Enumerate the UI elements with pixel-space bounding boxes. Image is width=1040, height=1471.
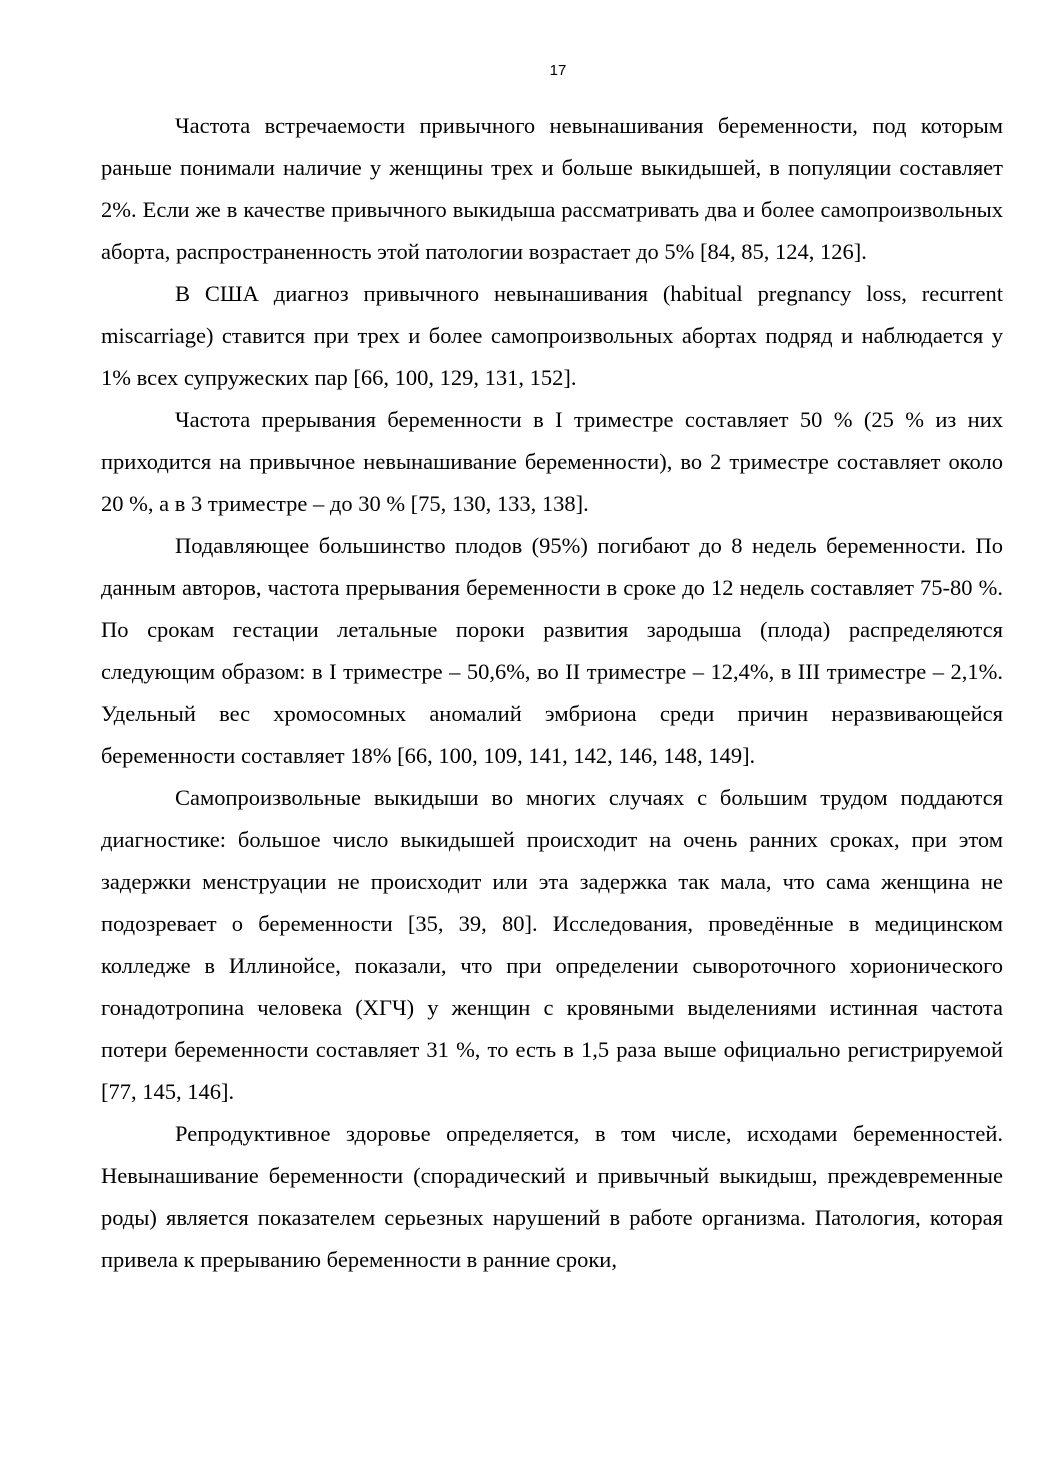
paragraph-reproductive-health: Репродуктивное здоровье определяется, в том числе, исходами беременностей. Невынашивание беременности (спорадический и привычный выкидыш, преждевременные роды) является показателем серьезных нарушений в работе организма. Патология, которая привела к прерыванию беременности в ранние сроки, — [101, 1121, 1003, 1272]
paragraph-usa-diagnosis: В США диагноз привычного невынашивания (habitual pregnancy loss, recurrent miscarriage) ставится при трех и более самопроизвольных абортах подряд и наблюдается у 1% всех супружеских пар [66, 100, 129, 131, 152]. — [101, 281, 1003, 390]
page-number: 17 — [549, 62, 567, 79]
paragraph-trimester-rates: Частота прерывания беременности в I триместре составляет 50 % (25 % из них приходится на привычное невынашивание беременности), во 2 триместре составляет около 20 %, а в 3 триместре – до 30 % [75, 130, 133, 138]. — [101, 407, 1003, 516]
paragraph-habitual-miscarriage-frequency: Частота встречаемости привычного невынашивания беременности, под которым раньше понимали наличие у женщины трех и больше выкидышей, в популяции составляет 2%. Если же в качестве привычного выкидыша рассматривать два и более самопроизвольных аборта, распространенность этой патологии возрастает до 5% [84, 85, 124, 126]. — [101, 113, 1003, 264]
paragraph-fetal-loss-timing: Подавляющее большинство плодов (95%) погибают до 8 недель беременности. По данным авторов, частота прерывания беременности в сроке до 12 недель составляет 75-80 %. По срокам гестации летальные пороки развития зародыша (плода) распределяются следующим образом: в I триместре – 50,6%, во II триместре – 12,4%, в III триместре – 2,1%. Удельный вес хромосомных аномалий эмбриона среди причин неразвивающейся беременности составляет 18% [66, 100, 109, 141, 142, 146, 148, 149]. — [101, 533, 1003, 768]
paragraph-diagnosis-difficulty: Самопроизвольные выкидыши во многих случаях с большим трудом поддаются диагностике: большое число выкидышей происходит на очень ранних сроках, при этом задержки менструации не происходит или эта задержка так мала, что сама женщина не подозревает о беременности [35, 39, 80]. Исследования, проведённые в медицинском колледже в Иллинойсе, показали, что при определении сывороточного хорионического гонадотропина человека (ХГЧ) у женщин с кровяными выделениями истинная частота потери беременности составляет 31 %, то есть в 1,5 раза выше официально регистрируемой [77, 145, 146]. — [101, 785, 1003, 1104]
document-body — [101, 105, 1003, 1281]
